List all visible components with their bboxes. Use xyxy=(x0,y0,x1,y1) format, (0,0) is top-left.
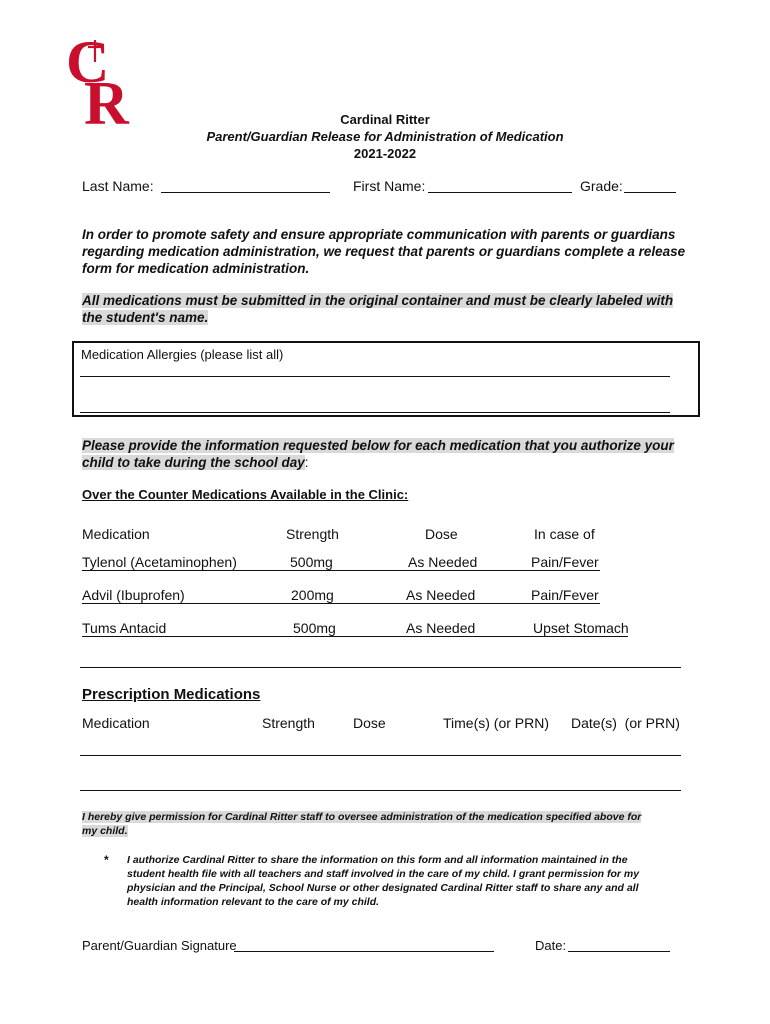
date-label: Date: xyxy=(535,938,567,953)
otc-row-3-medication: Tums Antacid xyxy=(82,620,167,636)
otc-row-2-underline xyxy=(82,603,600,604)
form-title: Parent/Guardian Release for Administration of Medication xyxy=(206,129,564,144)
rx-header-times: Time(s) (or PRN) xyxy=(443,715,550,731)
rx-header-strength: Strength xyxy=(262,715,315,731)
authorization-statement xyxy=(127,853,707,909)
permission-statement xyxy=(82,810,702,838)
otc-row-1-dose: As Needed xyxy=(408,554,478,570)
notice-line-2: the student's name. xyxy=(82,310,209,325)
otc-header-strength: Strength xyxy=(286,526,339,542)
request-colon: : xyxy=(304,455,309,470)
permission-line-2: my child. xyxy=(82,825,128,837)
authorization-line-1: I authorize Cardinal Ritter to share the information on this form and all information maintained in the xyxy=(127,854,628,866)
school-name: Cardinal Ritter xyxy=(340,112,430,127)
rx-header-dates: Date(s) (or PRN) xyxy=(571,715,680,731)
otc-header-in-case-of: In case of xyxy=(534,526,595,542)
otc-row-1-underline xyxy=(82,570,600,571)
authorization-bullet: * xyxy=(104,853,109,867)
otc-row-2-case: Pain/Fever xyxy=(531,587,599,603)
prescription-heading: Prescription Medications xyxy=(82,686,261,703)
logo-letter-c: C xyxy=(66,32,110,95)
authorization-line-3: physician and the Principal, School Nurse or other designated Cardinal Ritter staff to share any and all xyxy=(127,882,639,894)
otc-row-2-dose: As Needed xyxy=(406,587,476,603)
last-name-field[interactable] xyxy=(161,192,330,193)
logo-letter-r: R xyxy=(84,70,129,128)
authorization-line-4: health information relevant to the care of my child. xyxy=(127,896,380,908)
allergies-line-1[interactable] xyxy=(80,376,670,377)
intro-paragraph: In order to promote safety and ensure appropriate communication with parents or guardians regarding medication administration, we request that parents or guardians complete a release form for medication administration. xyxy=(82,227,686,276)
rx-header-medication: Medication xyxy=(82,715,150,731)
notice-line-1: All medications must be submitted in the original container and must be clearly labeled with xyxy=(82,293,674,308)
school-year: 2021-2022 xyxy=(353,146,417,161)
container-notice xyxy=(82,292,702,326)
otc-row-3-case: Upset Stomach xyxy=(533,620,629,636)
otc-header-dose: Dose xyxy=(425,526,458,542)
permission-line-1: I hereby give permission for Cardinal Ritter staff to oversee administration of the medication specified above for xyxy=(82,811,642,823)
otc-row-3-strength: 500mg xyxy=(293,620,336,636)
otc-row-2-strength: 200mg xyxy=(291,587,334,603)
grade-field[interactable] xyxy=(624,192,676,193)
first-name-field[interactable] xyxy=(428,192,572,193)
allergies-label: Medication Allergies (please list all) xyxy=(81,347,284,362)
last-name-label: Last Name: xyxy=(82,178,154,194)
otc-row-1-case: Pain/Fever xyxy=(531,554,599,570)
otc-row-1-medication: Tylenol (Acetaminophen) xyxy=(82,554,237,570)
authorization-line-2: student health file with all teachers and staff involved in the care of my child. I grant permission for my xyxy=(127,868,640,880)
request-line-1: Please provide the information requested below for each medication that you authorize your xyxy=(82,438,674,453)
rx-entry-line-1[interactable] xyxy=(80,755,681,756)
otc-row-3-dose: As Needed xyxy=(406,620,476,636)
rx-entry-line-2[interactable] xyxy=(80,790,681,791)
otc-blank-entry-line[interactable] xyxy=(80,667,681,668)
first-name-label: First Name: xyxy=(353,178,426,194)
signature-field[interactable] xyxy=(234,951,494,952)
otc-heading: Over the Counter Medications Available in the Clinic: xyxy=(82,487,409,502)
request-line-2: child to take during the school day xyxy=(82,455,305,470)
date-field[interactable] xyxy=(568,951,670,952)
otc-row-2-medication: Advil (Ibuprofen) xyxy=(82,587,185,603)
rx-header-dose: Dose xyxy=(353,715,386,731)
grade-label: Grade: xyxy=(580,178,623,194)
otc-row-3-underline xyxy=(82,636,628,637)
request-instructions xyxy=(82,437,712,471)
otc-row-1-strength: 500mg xyxy=(290,554,333,570)
allergies-line-2[interactable] xyxy=(80,412,670,413)
otc-header-medication: Medication xyxy=(82,526,150,542)
signature-label: Parent/Guardian Signature xyxy=(82,938,237,953)
